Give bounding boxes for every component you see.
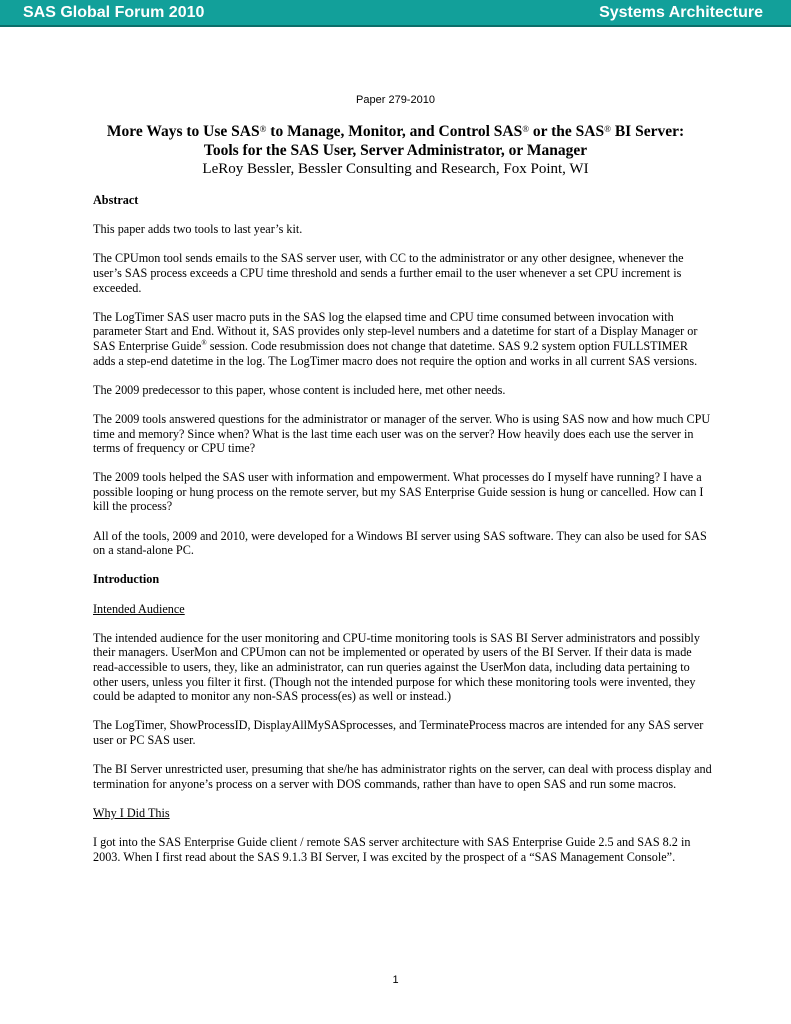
track-name: Systems Architecture	[599, 4, 763, 21]
author-line: LeRoy Bessler, Bessler Consulting and Research, Fox Point, WI	[202, 161, 589, 177]
subheading-intended-audience: Intended Audience	[93, 601, 185, 616]
paragraph: All of the tools, 2009 and 2010, were developed for a Windows BI server using SAS software. They can also be used for SAS on a stand-alone PC.	[93, 528, 707, 558]
conference-banner	[0, 0, 791, 27]
title-line-1: More Ways to Use SAS® to Manage, Monitor, and Control SAS® or the SAS® BI Server:	[106, 123, 685, 140]
registered-mark: ®	[604, 124, 611, 134]
registered-mark: ®	[522, 124, 530, 134]
paragraph: The LogTimer, ShowProcessID, DisplayAllMySASprocesses, and TerminateProcess macros are intended for any SAS server user or PC SAS user.	[93, 718, 704, 747]
paper-number: Paper 279-2010	[356, 94, 435, 106]
paragraph: The CPUmon tool sends emails to the SAS server user, with CC to the administrator or any other designee, whenever the user’s SAS process exceeds a CPU time threshold and sends a further email to the user whenever a set CPU increment is exceeded.	[93, 251, 684, 295]
abstract-heading: Abstract	[93, 193, 139, 207]
title-line-2: Tools for the SAS User, Server Administrator, or Manager	[203, 142, 588, 159]
introduction-heading: Introduction	[93, 572, 160, 587]
paragraph: The LogTimer SAS user macro puts in the SAS log the elapsed time and CPU time consumed between invocation with parameter Start and End. Without it, SAS provides only step-level numbers and a datetime for start of a Display Manager or SAS Enterprise Guide® session. Code resubmission does not change that datetime. SAS 9.2 system option FULLSTIMER adds a step-end datetime in the log. The LogTimer macro does not require the option and works in all current SAS versions.	[93, 309, 698, 368]
paragraph: The BI Server unrestricted user, presuming that she/he has administrator rights on the server, can deal with process display and termination for anyone’s process on a server with DOS commands, rather than have to open SAS and run some macros.	[93, 762, 712, 791]
conference-name: SAS Global Forum 2010	[23, 4, 205, 21]
paper-title	[60, 120, 731, 160]
paragraph: The 2009 tools answered questions for the administrator or manager of the server. Who is using SAS now and how much CPU time and memory? Since when? What is the last time each user was on the server? How heavily does each use the server in terms of frequency or CPU time?	[93, 411, 711, 456]
page-number: 1	[392, 974, 399, 986]
paper-body	[93, 193, 713, 879]
paragraph: The 2009 tools helped the SAS user with information and empowerment. What processes do I myself have running? I have a possible looping or hung process on the remote server, but my SAS Enterprise Guide session is hung or cancelled. How can I kill the process?	[93, 470, 704, 514]
paragraph: The intended audience for the user monitoring and CPU-time monitoring tools is SAS BI Server administrators and possibly their managers. UserMon and CPUmon can not be implemented or operated by users of the BI Server. If their data is made read-accessible to users, they, like an administrator, can run queries against the UserMon data, including data pertaining to other users, unless you filter it first. (Though not the intended purpose for which these monitoring tools were invented, they could be adapted to monitor any non-SAS process(es) as well or instead.)	[93, 630, 700, 704]
paragraph: The 2009 predecessor to this paper, whose content is included here, met other needs.	[93, 382, 506, 397]
paragraph: I got into the SAS Enterprise Guide client / remote SAS server architecture with SAS Enterprise Guide 2.5 and SAS 8.2 in 2003. When I first read about the SAS 9.1.3 BI Server, I was excited by the prospect of a “SAS Management Console”.	[93, 835, 691, 864]
registered-mark: ®	[259, 124, 267, 134]
subheading-why-i-did-this: Why I Did This	[93, 805, 170, 820]
registered-mark: ®	[201, 338, 207, 347]
paragraph: This paper adds two tools to last year’s kit.	[93, 222, 303, 237]
